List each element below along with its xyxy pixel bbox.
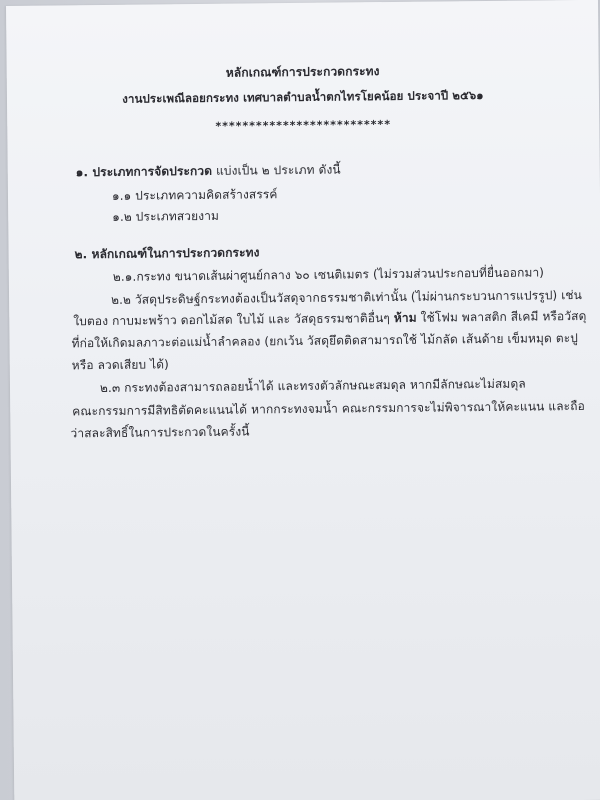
section2-heading: ๒. หลักเกณฑ์ในการประกวดกระทง — [74, 245, 260, 262]
section1-item: ๑.๒ ประเภทสวยงาม — [112, 208, 220, 224]
criterion-2-2-line: ที่ก่อให้เกิดมลภาวะต่อแม่น้ำลำคลอง (ยกเว้น วัสดุยึดติดสามารถใช้ ไม้กลัด เส้นด้าย เข็มหมุด ตะปู — [71, 331, 579, 351]
section1-heading-bold: ๑. ประเภทการจัดประกวด — [75, 163, 213, 180]
section1-item: ๑.๑ ประเภทความคิดสร้างสรรค์ — [111, 187, 278, 203]
criterion-2-2-line: ๒.๒ วัสดุประดิษฐ์กระทงต้องเป็นวัสดุจากธรรมชาติเท่านั้น (ไม่ผ่านกระบวนการแปรรูป) เช่น — [111, 287, 583, 307]
criterion-2-3-line: ๒.๓ กระทงต้องสามารถลอยน้ำได้ และทรงตัวลักษณะสมดุล หากมีลักษณะไม่สมดุล — [99, 376, 526, 396]
document-subtitle: งานประเพณีลอยกระทง เทศบาลตำบลน้ำตกไทรโยคน้อย ประจาปี ๒๕๖๑ — [122, 88, 484, 106]
star-divider: ************************** — [215, 117, 392, 133]
section1-heading-rest: แบ่งเป็น ๒ ประเภท ดังนี้ — [212, 162, 341, 178]
criterion-2-1: ๒.๑.กระทง ขนาดเส้นผ่าศูนย์กลาง ๖๐ เซนติเมตร (ไม่รวมส่วนประกอบที่ยื่นออกมา) — [112, 265, 545, 284]
prohibition-word: ห้าม — [393, 310, 417, 325]
criterion-2-2-text: ใช้โฟม พลาสติก สีเคมี หรือวัสดุ — [416, 308, 587, 325]
criterion-2-3-line: ว่าสละสิทธิ์ในการประกวดในครั้งนี้ — [70, 424, 250, 441]
document-title: หลักเกณฑ์การประกวดกระทง — [225, 64, 380, 80]
criterion-2-2-line: หรือ ลวดเสียบ ได้) — [71, 357, 170, 373]
criterion-2-2-text: ใบตอง กาบมะพร้าว ดอกไม้สด ใบไม้ และ วัสดุธรรมชาติอื่นๆ — [73, 310, 394, 329]
section1-heading — [76, 161, 341, 183]
criterion-2-3-line: คณะกรรมการมีสิทธิตัดคะแนนได้ หากกระทงจมน้ำ คณะกรรมการจะไม่พิจารณาให้คะแนน และถือ — [72, 398, 585, 419]
document-page — [6, 0, 600, 800]
criterion-2-2-line — [73, 307, 586, 331]
